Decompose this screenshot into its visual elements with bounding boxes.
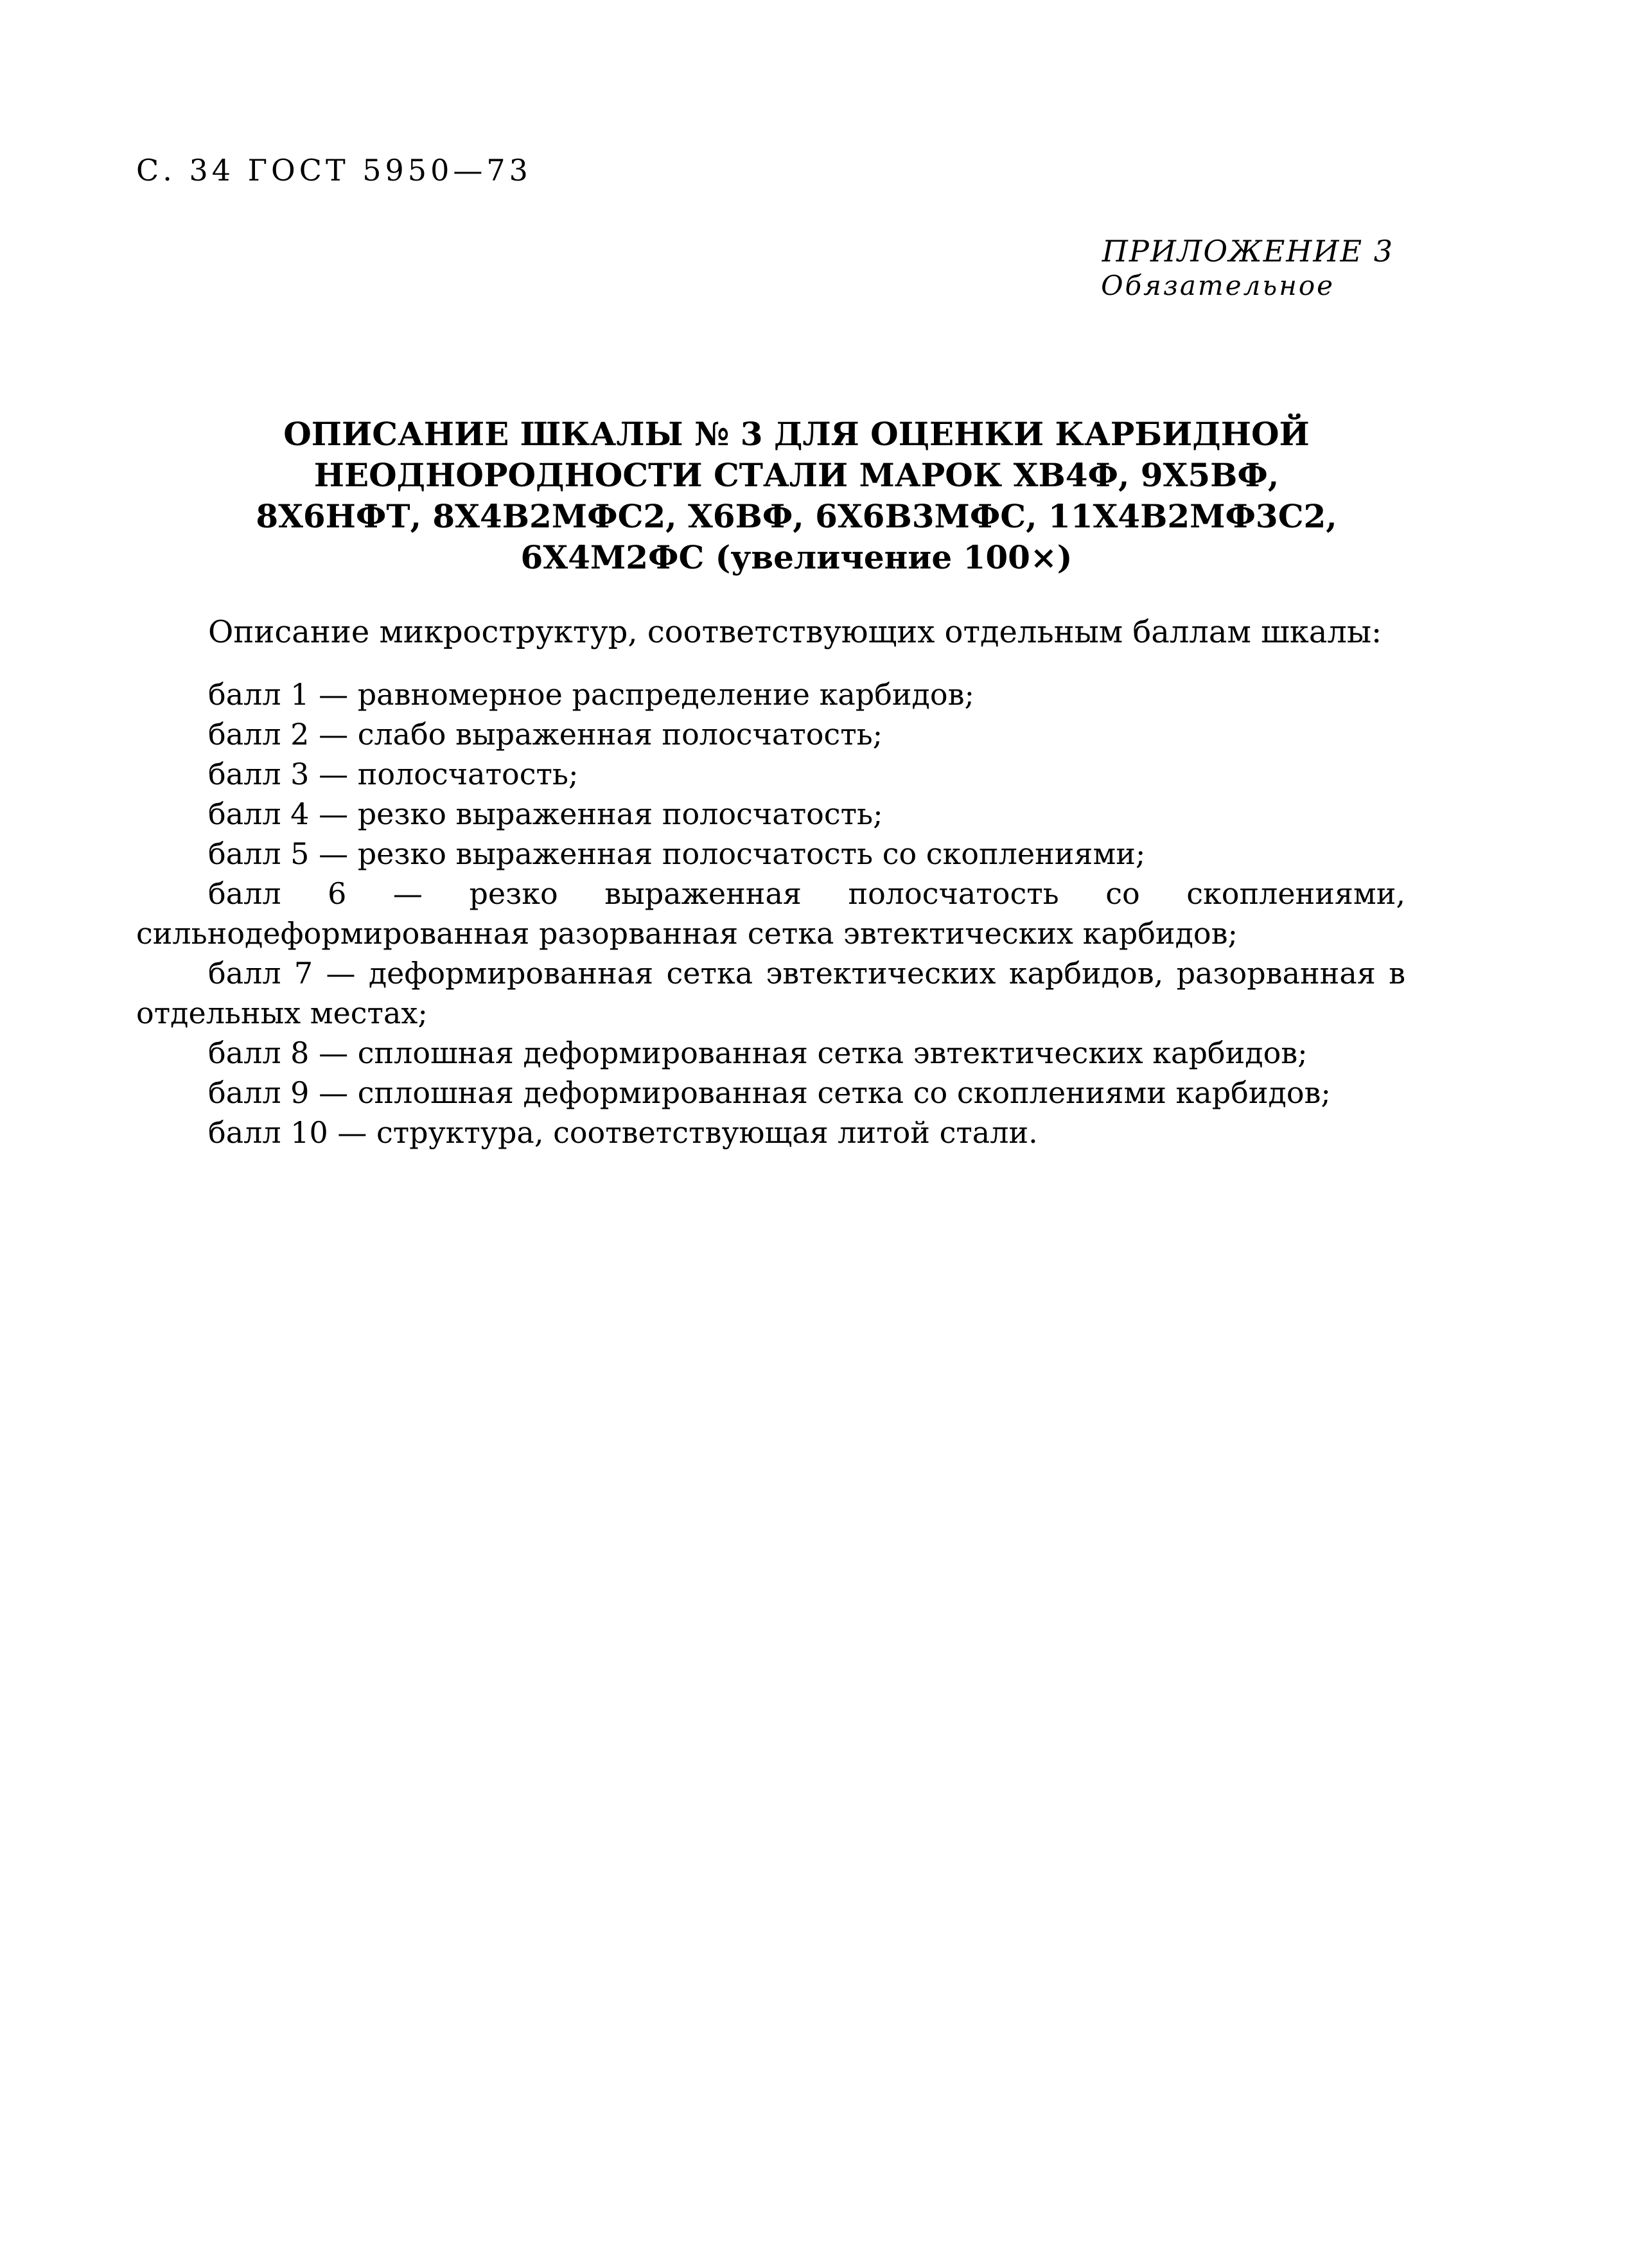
score-item-10: балл 10 — структура, соответствующая литой стали. [208, 1115, 1038, 1150]
page-header: С. 34 ГОСТ 5950—73 [136, 153, 532, 188]
appendix-title: ПРИЛОЖЕНИЕ 3 [1102, 234, 1394, 269]
score-item-6: балл 6 — резко выраженная полосчатость со скоплениями, сильнодеформированная разорванная сетка эвтектических карбидов; [136, 876, 1405, 951]
score-item-7: балл 7 — деформированная сетка эвтектических карбидов, разорванная в отдельных местах; [136, 956, 1405, 1030]
document-title [148, 414, 1445, 578]
intro-paragraph: Описание микроструктур, соответствующих отдельным баллам шкалы: [208, 614, 1382, 650]
title-line: 6Х4М2ФС (увеличение 100×) [520, 538, 1073, 576]
score-list [136, 675, 1405, 1152]
title-line: НЕОДНОРОДНОСТИ СТАЛИ МАРОК ХВ4Ф, 9Х5ВФ, [313, 456, 1279, 494]
score-item-4: балл 4 — резко выраженная полосчатость; [208, 797, 883, 831]
score-item-2: балл 2 — слабо выраженная полосчатость; [208, 717, 883, 752]
score-item-8: балл 8 — сплошная деформированная сетка эвтектических карбидов; [208, 1036, 1308, 1070]
appendix-status: Обязательное [1101, 270, 1335, 301]
title-line: 8Х6НФТ, 8Х4В2МФС2, Х6ВФ, 6Х6В3МФС, 11Х4В2МФ3С2, [256, 497, 1337, 535]
score-item-5: балл 5 — резко выраженная полосчатость со скоплениями; [208, 836, 1146, 871]
title-line: ОПИСАНИЕ ШКАЛЫ № 3 ДЛЯ ОЦЕНКИ КАРБИДНОЙ [283, 415, 1310, 453]
score-item-3: балл 3 — полосчатость; [208, 757, 579, 791]
score-item-1: балл 1 — равномерное распределение карбидов; [208, 677, 974, 712]
score-item-9: балл 9 — сплошная деформированная сетка со скоплениями карбидов; [208, 1075, 1331, 1110]
